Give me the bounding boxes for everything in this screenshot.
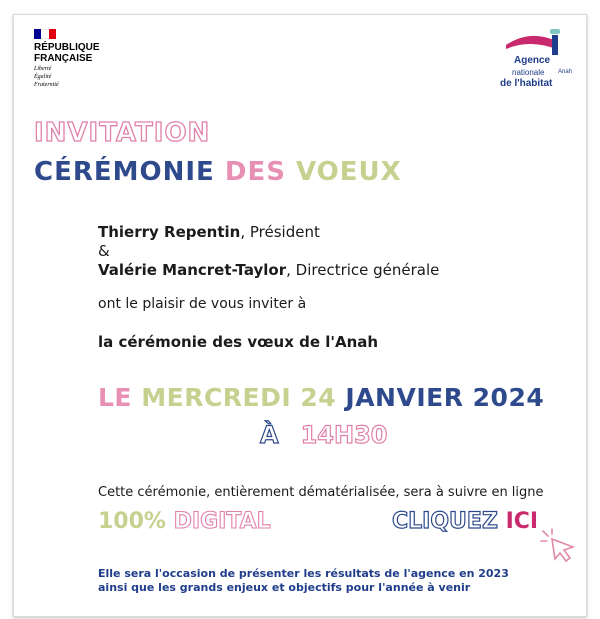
host1-role: , Président <box>240 223 320 241</box>
digital-label <box>98 509 271 534</box>
host1-name: Thierry Repentin <box>98 223 241 241</box>
time-value: 14H30 <box>300 421 388 449</box>
event-time <box>260 421 387 449</box>
headline-word-voeux: VOEUX <box>296 157 402 187</box>
host2-role: , Directrice générale <box>286 261 440 279</box>
footer-line2: ainsi que les grands enjeux et objectifs pour l'année à venir <box>98 581 471 594</box>
digital-word: DIGITAL <box>173 509 271 534</box>
anah-abbr: Anah <box>558 69 573 75</box>
event-date <box>98 383 544 412</box>
host2 <box>98 261 439 279</box>
footer-line1: Elle sera l'occasion de présenter les résultats de l'agence en 2023 <box>98 567 509 580</box>
pointer-cursor-icon <box>539 527 579 563</box>
footer-text <box>98 567 558 595</box>
rf-motto-3: Fraternité <box>34 82 59 88</box>
anah-line2: nationale <box>512 68 545 77</box>
invitation-card <box>13 14 587 617</box>
cta-word-cliquez[interactable]: CLIQUEZ <box>392 509 498 534</box>
date-day: 24 <box>300 383 337 412</box>
anah-line3: de l'habitat <box>500 78 553 89</box>
rf-title-line1: RÉPUBLIQUE <box>34 42 100 53</box>
digital-pct: 100% <box>98 509 166 534</box>
online-text: Cette cérémonie, entièrement dématérialisée, sera à suivre en ligne <box>98 485 544 500</box>
anah-swoosh-icon <box>500 27 570 57</box>
anah-logo <box>492 27 572 97</box>
republique-francaise-logo <box>34 29 100 88</box>
headline-invitation: INVITATION <box>34 118 211 148</box>
headline-word-ceremonie: CÉRÉMONIE <box>34 157 215 187</box>
rf-motto-2: Égalité <box>34 74 52 80</box>
headline-ceremonie <box>34 157 402 187</box>
rf-title-line2: FRANÇAISE <box>34 53 93 64</box>
host1 <box>98 223 320 241</box>
date-weekday: MERCREDI <box>141 383 292 412</box>
host2-name: Valérie Mancret-Taylor <box>98 261 287 279</box>
rf-motto-1: Liberté <box>34 66 52 72</box>
cta-word-ici[interactable]: ICI <box>505 509 539 534</box>
cliquez-ici-link[interactable] <box>392 509 538 534</box>
french-flag-icon <box>34 29 56 39</box>
date-month-year: JANVIER 2024 <box>345 383 545 412</box>
anah-line1: Agence <box>514 55 551 66</box>
headline-word-des: DES <box>224 157 286 187</box>
invite-text: ont le plaisir de vous inviter à <box>98 296 307 312</box>
time-a: À <box>260 421 279 449</box>
event-name: la cérémonie des vœux de l'Anah <box>98 333 379 351</box>
date-le: LE <box>98 383 133 412</box>
ampersand: & <box>98 242 110 260</box>
